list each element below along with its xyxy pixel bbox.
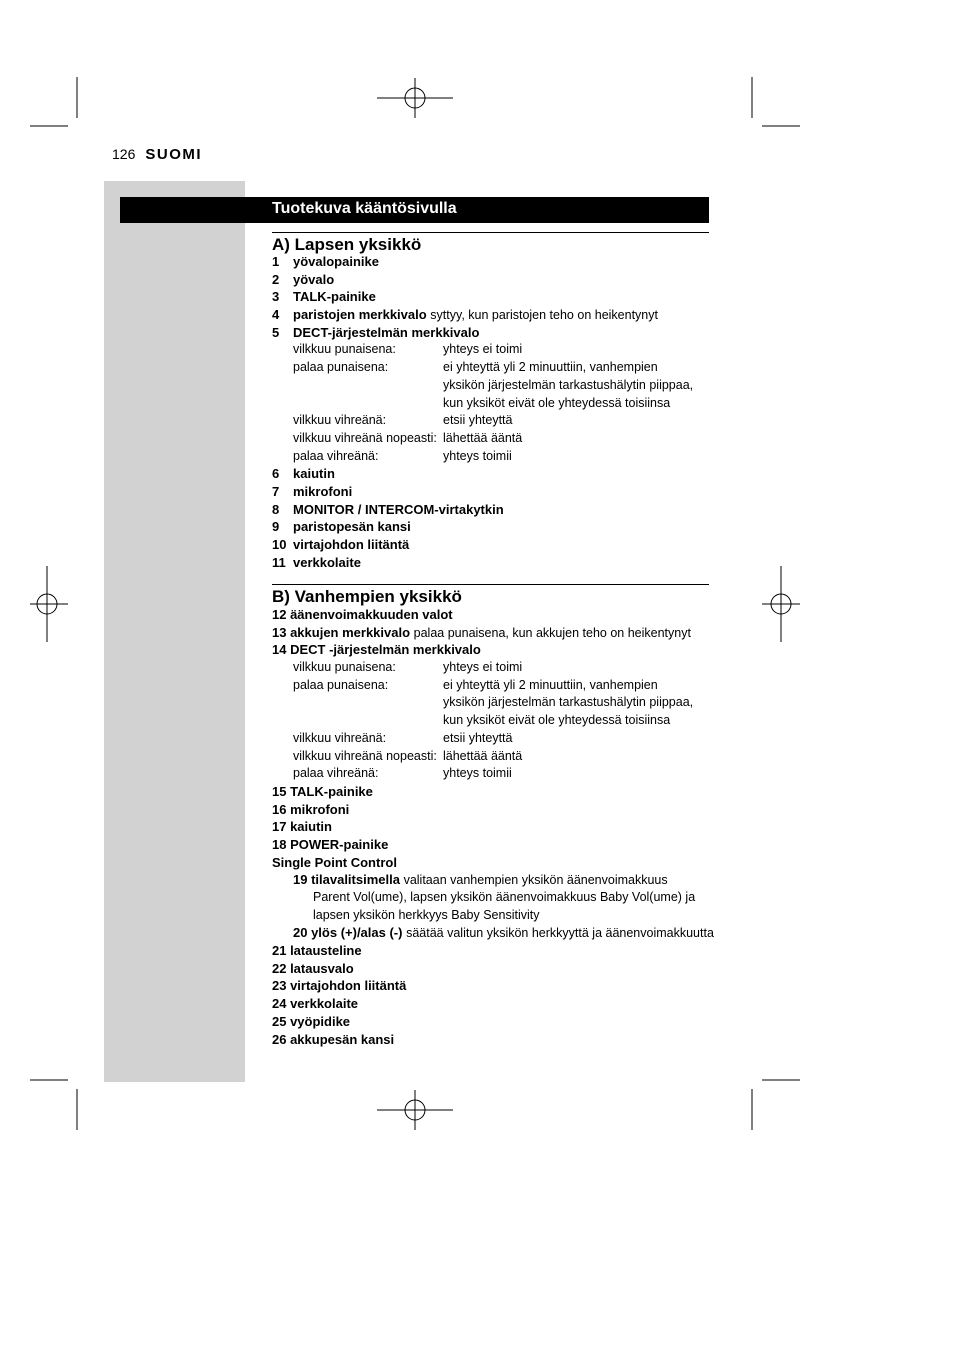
- section-a-rule: [272, 232, 709, 233]
- section-title: Tuotekuva kääntösivulla: [272, 200, 457, 217]
- page-header: [112, 146, 202, 163]
- section-b-rule: [272, 584, 709, 585]
- page-number: 126: [112, 146, 136, 162]
- gray-sidebar: [104, 181, 245, 1082]
- title-bar: [120, 197, 709, 223]
- language-label: SUOMI: [145, 146, 203, 163]
- section-a-heading: A) Lapsen yksikkö: [272, 235, 422, 254]
- section-b-heading: B) Vanhempien yksikkö: [272, 587, 462, 606]
